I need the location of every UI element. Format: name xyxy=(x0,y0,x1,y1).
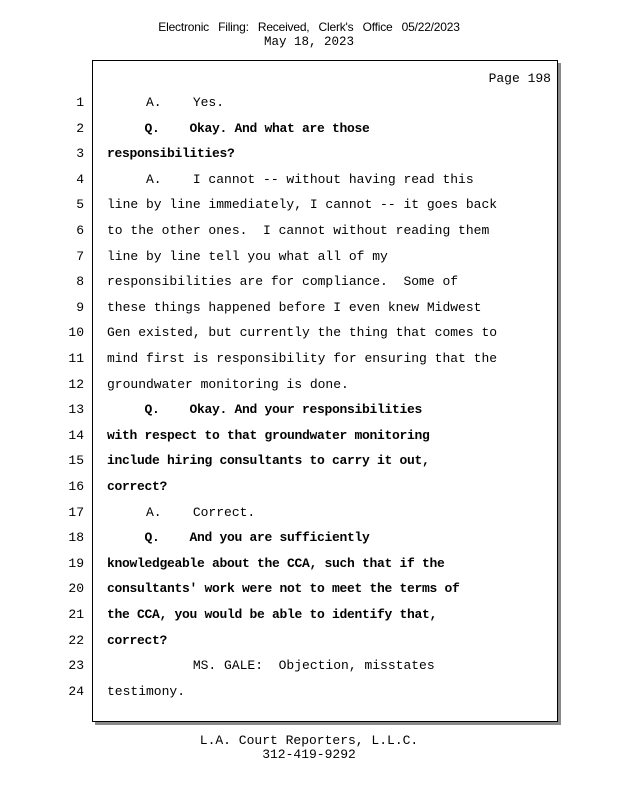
line-number: 13 xyxy=(68,402,84,417)
line-number: 7 xyxy=(76,249,84,264)
filing-stamp: Electronic Filing: Received, Clerk's Office 05/22/2023 xyxy=(158,20,460,34)
line-text: knowledgeable about the CCA, such that if the xyxy=(107,556,445,571)
line-text: responsibilities are for compliance. Some of xyxy=(107,274,459,289)
line-text: line by line tell you what all of my xyxy=(107,249,388,264)
line-text: Gen existed, but currently the thing that comes to xyxy=(107,325,498,340)
line-number: 17 xyxy=(68,505,84,520)
line-number: 18 xyxy=(68,530,84,545)
line-text: line by line immediately, I cannot -- it goes back xyxy=(107,197,498,212)
line-text: A. Correct. xyxy=(107,505,256,520)
line-number: 8 xyxy=(76,274,84,289)
line-number: 2 xyxy=(76,121,84,136)
line-text: correct? xyxy=(107,633,168,648)
line-text: Q. Okay. And your responsibilities xyxy=(107,402,423,417)
line-number: 4 xyxy=(76,172,84,187)
line-text: the CCA, you would be able to identify that, xyxy=(107,607,438,622)
line-text: groundwater monitoring is done. xyxy=(107,377,349,392)
line-number: 22 xyxy=(68,633,84,648)
reporter-phone: 312-419-9292 xyxy=(262,747,356,762)
line-number: 5 xyxy=(76,197,84,212)
line-number: 20 xyxy=(68,581,84,596)
line-text: to the other ones. I cannot without reading them xyxy=(107,223,490,238)
transcript-date: May 18, 2023 xyxy=(263,35,354,49)
line-number: 1 xyxy=(76,95,84,110)
line-number: 21 xyxy=(68,607,84,622)
line-number: 11 xyxy=(68,351,84,366)
line-number: 6 xyxy=(76,223,84,238)
line-text: correct? xyxy=(107,479,168,494)
line-text: responsibilities? xyxy=(107,146,235,161)
line-text: A. I cannot -- without having read this xyxy=(107,172,474,187)
line-text: MS. GALE: Objection, misstates xyxy=(107,658,435,673)
line-number: 23 xyxy=(68,658,84,673)
line-text: mind first is responsibility for ensuring that the xyxy=(107,351,498,366)
line-text: testimony. xyxy=(107,684,186,699)
line-number: 3 xyxy=(76,146,84,161)
line-number: 16 xyxy=(68,479,84,494)
line-number: 24 xyxy=(68,684,84,699)
line-text: Q. Okay. And what are those xyxy=(107,121,370,136)
line-text: A. Yes. xyxy=(107,95,225,110)
line-number: 10 xyxy=(68,325,84,340)
line-text: with respect to that groundwater monitoring xyxy=(107,428,430,443)
line-text: these things happened before I even knew Midwest xyxy=(107,300,482,315)
line-number: 15 xyxy=(68,453,84,468)
line-text: consultants' work were not to meet the terms of xyxy=(107,581,460,596)
line-number: 12 xyxy=(68,377,84,392)
line-number: 19 xyxy=(68,556,84,571)
reporter-company: L.A. Court Reporters, L.L.C. xyxy=(199,733,419,748)
line-number: 14 xyxy=(68,428,84,443)
line-number: 9 xyxy=(76,300,84,315)
line-text: Q. And you are sufficiently xyxy=(107,530,370,545)
page-number: Page 198 xyxy=(488,71,551,86)
line-text: include hiring consultants to carry it out, xyxy=(107,453,430,468)
